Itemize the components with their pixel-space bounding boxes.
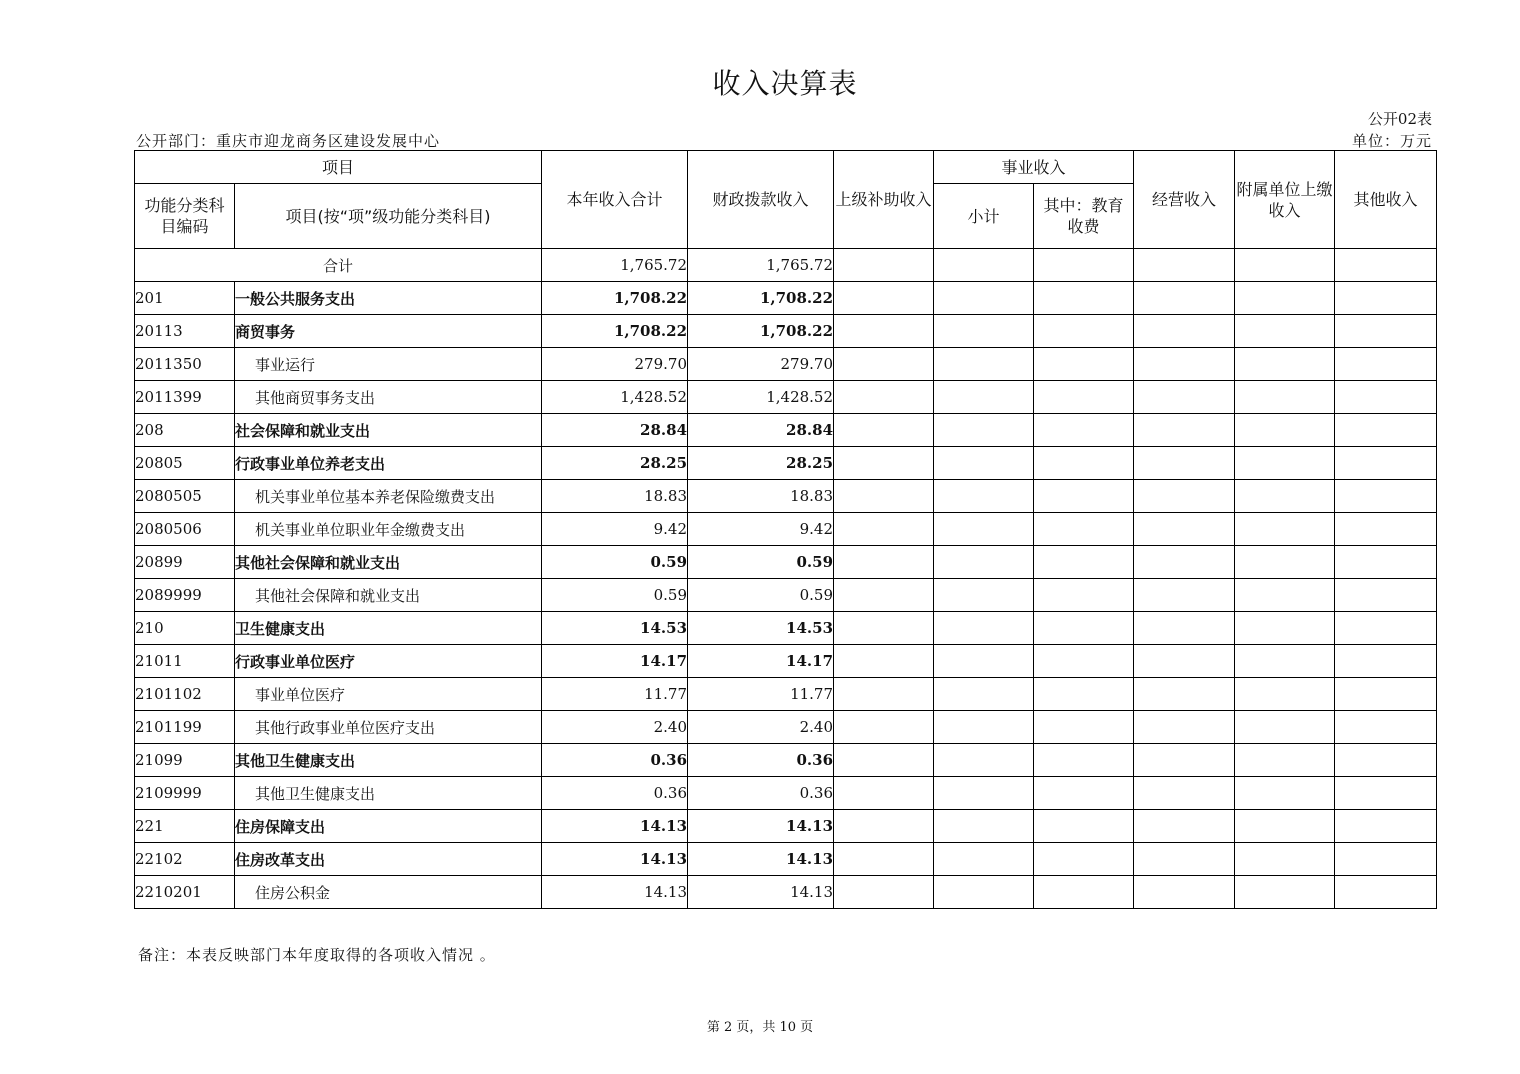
row-name: 住房改革支出 [235,843,542,876]
row-total: 2.40 [542,711,688,744]
empty-cell [1235,744,1335,777]
empty-cell [934,480,1034,513]
empty-cell [1335,513,1437,546]
row-total: 0.36 [542,777,688,810]
empty-cell [1034,546,1134,579]
row-code: 2080505 [135,480,235,513]
empty-cell [1235,843,1335,876]
empty-cell [834,513,934,546]
row-total: 9.42 [542,513,688,546]
row-fiscal: 28.25 [688,447,834,480]
table-header [135,151,1437,249]
row-fiscal: 0.59 [688,579,834,612]
empty-cell [1134,282,1235,315]
row-code: 201 [135,282,235,315]
empty-cell [1335,480,1437,513]
table-row [135,843,1437,876]
unit-label: 单位：万元 [1351,132,1432,150]
empty-cell [1235,315,1335,348]
empty-cell [1235,777,1335,810]
row-fiscal: 279.70 [688,348,834,381]
page-number: 第 2 页，共 10 页 [706,1020,814,1035]
row-code: 20899 [135,546,235,579]
empty-cell [834,843,934,876]
empty-cell [934,876,1034,909]
row-name: 其他社会保障和就业支出 [235,579,542,612]
header-total: 本年收入合计 [542,151,688,249]
empty-cell [1134,744,1235,777]
empty-cell [1235,282,1335,315]
total-row [135,249,1437,282]
row-code: 2011350 [135,348,235,381]
empty-cell [1235,546,1335,579]
header-affiliated: 附属单位上缴收入 [1235,151,1335,249]
row-name: 一般公共服务支出 [235,282,542,315]
empty-cell [1034,480,1134,513]
row-total: 1,708.22 [542,315,688,348]
row-code: 208 [135,414,235,447]
header-other: 其他收入 [1335,151,1437,249]
row-fiscal: 0.36 [688,744,834,777]
empty-cell [834,810,934,843]
table-body [135,249,1437,909]
empty-cell [1134,381,1235,414]
empty-cell [1335,381,1437,414]
empty-cell [1134,447,1235,480]
empty-cell [834,480,934,513]
row-fiscal: 14.17 [688,645,834,678]
empty-cell [1235,810,1335,843]
row-total: 1,428.52 [542,381,688,414]
row-fiscal: 14.13 [688,876,834,909]
empty-cell [934,777,1034,810]
empty-cell [1034,414,1134,447]
row-code: 2101199 [135,711,235,744]
row-name: 卫生健康支出 [235,612,542,645]
header-fiscal: 财政拨款收入 [688,151,834,249]
table-row [135,744,1437,777]
table-row [135,645,1437,678]
empty-cell [1335,678,1437,711]
row-code: 2089999 [135,579,235,612]
row-name: 社会保障和就业支出 [235,414,542,447]
empty-cell [1235,381,1335,414]
row-name: 住房保障支出 [235,810,542,843]
row-fiscal: 11.77 [688,678,834,711]
row-name: 住房公积金 [235,876,542,909]
header-subtotal: 小计 [934,184,1034,249]
row-total: 14.13 [542,843,688,876]
empty-cell [934,282,1034,315]
empty-cell [1034,282,1134,315]
empty-cell [1235,414,1335,447]
department-label: 公开部门：重庆市迎龙商务区建设发展中心 [136,132,441,150]
row-total: 14.13 [542,876,688,909]
empty-cell [1335,744,1437,777]
row-fiscal: 1,708.22 [688,282,834,315]
empty-cell [934,810,1034,843]
row-code: 20113 [135,315,235,348]
empty-cell [934,447,1034,480]
empty-cell [934,315,1034,348]
row-name: 事业运行 [235,348,542,381]
row-name: 其他商贸事务支出 [235,381,542,414]
empty-cell [834,546,934,579]
table-row [135,513,1437,546]
empty-cell [834,381,934,414]
empty-cell [1034,249,1134,282]
empty-cell [1235,480,1335,513]
header-superior: 上级补助收入 [834,151,934,249]
empty-cell [934,579,1034,612]
table-row [135,777,1437,810]
empty-cell [934,645,1034,678]
row-name: 行政事业单位医疗 [235,645,542,678]
row-total: 14.53 [542,612,688,645]
form-code: 公开02表 [1367,110,1432,128]
empty-cell [834,414,934,447]
header-item: 项目 [135,151,542,184]
empty-cell [1335,348,1437,381]
row-total: 279.70 [542,348,688,381]
empty-cell [1335,843,1437,876]
empty-cell [1335,612,1437,645]
income-table [134,150,1437,909]
empty-cell [1235,249,1335,282]
row-fiscal: 9.42 [688,513,834,546]
empty-cell [1335,249,1437,282]
header-business: 事业收入 [934,151,1134,184]
empty-cell [834,348,934,381]
total-fiscal: 1,765.72 [688,249,834,282]
empty-cell [834,777,934,810]
empty-cell [1034,678,1134,711]
table-row [135,810,1437,843]
row-total: 0.59 [542,579,688,612]
row-code: 20805 [135,447,235,480]
empty-cell [934,249,1034,282]
empty-cell [1335,579,1437,612]
empty-cell [1335,414,1437,447]
table-row [135,315,1437,348]
row-total: 0.36 [542,744,688,777]
empty-cell [934,381,1034,414]
row-code: 21099 [135,744,235,777]
empty-cell [1034,744,1134,777]
row-name: 机关事业单位基本养老保险缴费支出 [235,480,542,513]
empty-cell [1335,447,1437,480]
empty-cell [934,414,1034,447]
row-fiscal: 28.84 [688,414,834,447]
row-code: 221 [135,810,235,843]
row-code: 21011 [135,645,235,678]
empty-cell [1235,348,1335,381]
table-row [135,711,1437,744]
empty-cell [934,744,1034,777]
empty-cell [1235,645,1335,678]
row-fiscal: 0.36 [688,777,834,810]
row-total: 18.83 [542,480,688,513]
row-fiscal: 0.59 [688,546,834,579]
empty-cell [934,678,1034,711]
empty-cell [1134,414,1235,447]
empty-cell [1335,282,1437,315]
empty-cell [1235,579,1335,612]
row-code: 2210201 [135,876,235,909]
table-row [135,348,1437,381]
row-fiscal: 1,428.52 [688,381,834,414]
row-fiscal: 2.40 [688,711,834,744]
empty-cell [1034,315,1134,348]
table-row [135,678,1437,711]
row-code: 210 [135,612,235,645]
empty-cell [1134,579,1235,612]
row-fiscal: 14.53 [688,612,834,645]
row-fiscal: 14.13 [688,810,834,843]
empty-cell [1335,645,1437,678]
empty-cell [1034,513,1134,546]
empty-cell [834,678,934,711]
row-total: 28.25 [542,447,688,480]
empty-cell [1335,876,1437,909]
row-code: 2080506 [135,513,235,546]
header-edu: 其中：教育收费 [1034,184,1134,249]
total-label: 合计 [135,249,542,282]
total-amount: 1,765.72 [542,249,688,282]
row-name: 商贸事务 [235,315,542,348]
row-code: 2109999 [135,777,235,810]
empty-cell [1134,546,1235,579]
empty-cell [834,612,934,645]
empty-cell [1134,678,1235,711]
table-row [135,282,1437,315]
row-name: 事业单位医疗 [235,678,542,711]
empty-cell [1034,777,1134,810]
table-row [135,876,1437,909]
empty-cell [1235,513,1335,546]
empty-cell [1335,315,1437,348]
empty-cell [834,282,934,315]
empty-cell [1034,876,1134,909]
empty-cell [1034,810,1134,843]
table-row [135,447,1437,480]
empty-cell [1235,447,1335,480]
empty-cell [1335,711,1437,744]
row-name: 其他卫生健康支出 [235,744,542,777]
empty-cell [1134,480,1235,513]
empty-cell [1034,612,1134,645]
empty-cell [1134,513,1235,546]
row-code: 22102 [135,843,235,876]
empty-cell [1235,876,1335,909]
row-total: 28.84 [542,414,688,447]
row-total: 0.59 [542,546,688,579]
empty-cell [1134,315,1235,348]
row-name: 机关事业单位职业年金缴费支出 [235,513,542,546]
table-row [135,612,1437,645]
row-code: 2101102 [135,678,235,711]
row-name: 其他卫生健康支出 [235,777,542,810]
empty-cell [934,843,1034,876]
empty-cell [834,579,934,612]
empty-cell [1134,645,1235,678]
empty-cell [1335,810,1437,843]
empty-cell [934,348,1034,381]
row-code: 2011399 [135,381,235,414]
header-name: 项目(按“项”级功能分类科目) [235,184,542,249]
empty-cell [1235,711,1335,744]
empty-cell [834,876,934,909]
empty-cell [1034,381,1134,414]
table-row [135,579,1437,612]
row-fiscal: 18.83 [688,480,834,513]
empty-cell [834,249,934,282]
empty-cell [834,711,934,744]
empty-cell [1134,249,1235,282]
empty-cell [1134,810,1235,843]
row-name: 其他社会保障和就业支出 [235,546,542,579]
empty-cell [934,612,1034,645]
page-title: 收入决算表 [712,67,858,100]
empty-cell [1034,711,1134,744]
empty-cell [1134,711,1235,744]
empty-cell [834,645,934,678]
header-operating: 经营收入 [1134,151,1235,249]
table-row [135,480,1437,513]
empty-cell [1034,348,1134,381]
empty-cell [834,315,934,348]
note: 备注：本表反映部门本年度取得的各项收入情况 。 [138,946,496,964]
empty-cell [1235,678,1335,711]
row-name: 其他行政事业单位医疗支出 [235,711,542,744]
empty-cell [1034,645,1134,678]
empty-cell [1034,447,1134,480]
empty-cell [1235,612,1335,645]
row-fiscal: 1,708.22 [688,315,834,348]
table-row [135,546,1437,579]
empty-cell [1034,843,1134,876]
empty-cell [1335,546,1437,579]
row-total: 14.17 [542,645,688,678]
row-total: 11.77 [542,678,688,711]
empty-cell [934,546,1034,579]
empty-cell [1134,843,1235,876]
empty-cell [834,744,934,777]
table-row [135,414,1437,447]
header-code: 功能分类科目编码 [135,184,235,249]
row-name: 行政事业单位养老支出 [235,447,542,480]
empty-cell [1134,777,1235,810]
empty-cell [1034,579,1134,612]
empty-cell [934,711,1034,744]
empty-cell [1134,612,1235,645]
empty-cell [834,447,934,480]
row-total: 14.13 [542,810,688,843]
empty-cell [1134,348,1235,381]
empty-cell [1134,876,1235,909]
empty-cell [1335,777,1437,810]
empty-cell [934,513,1034,546]
row-fiscal: 14.13 [688,843,834,876]
row-total: 1,708.22 [542,282,688,315]
table-row [135,381,1437,414]
